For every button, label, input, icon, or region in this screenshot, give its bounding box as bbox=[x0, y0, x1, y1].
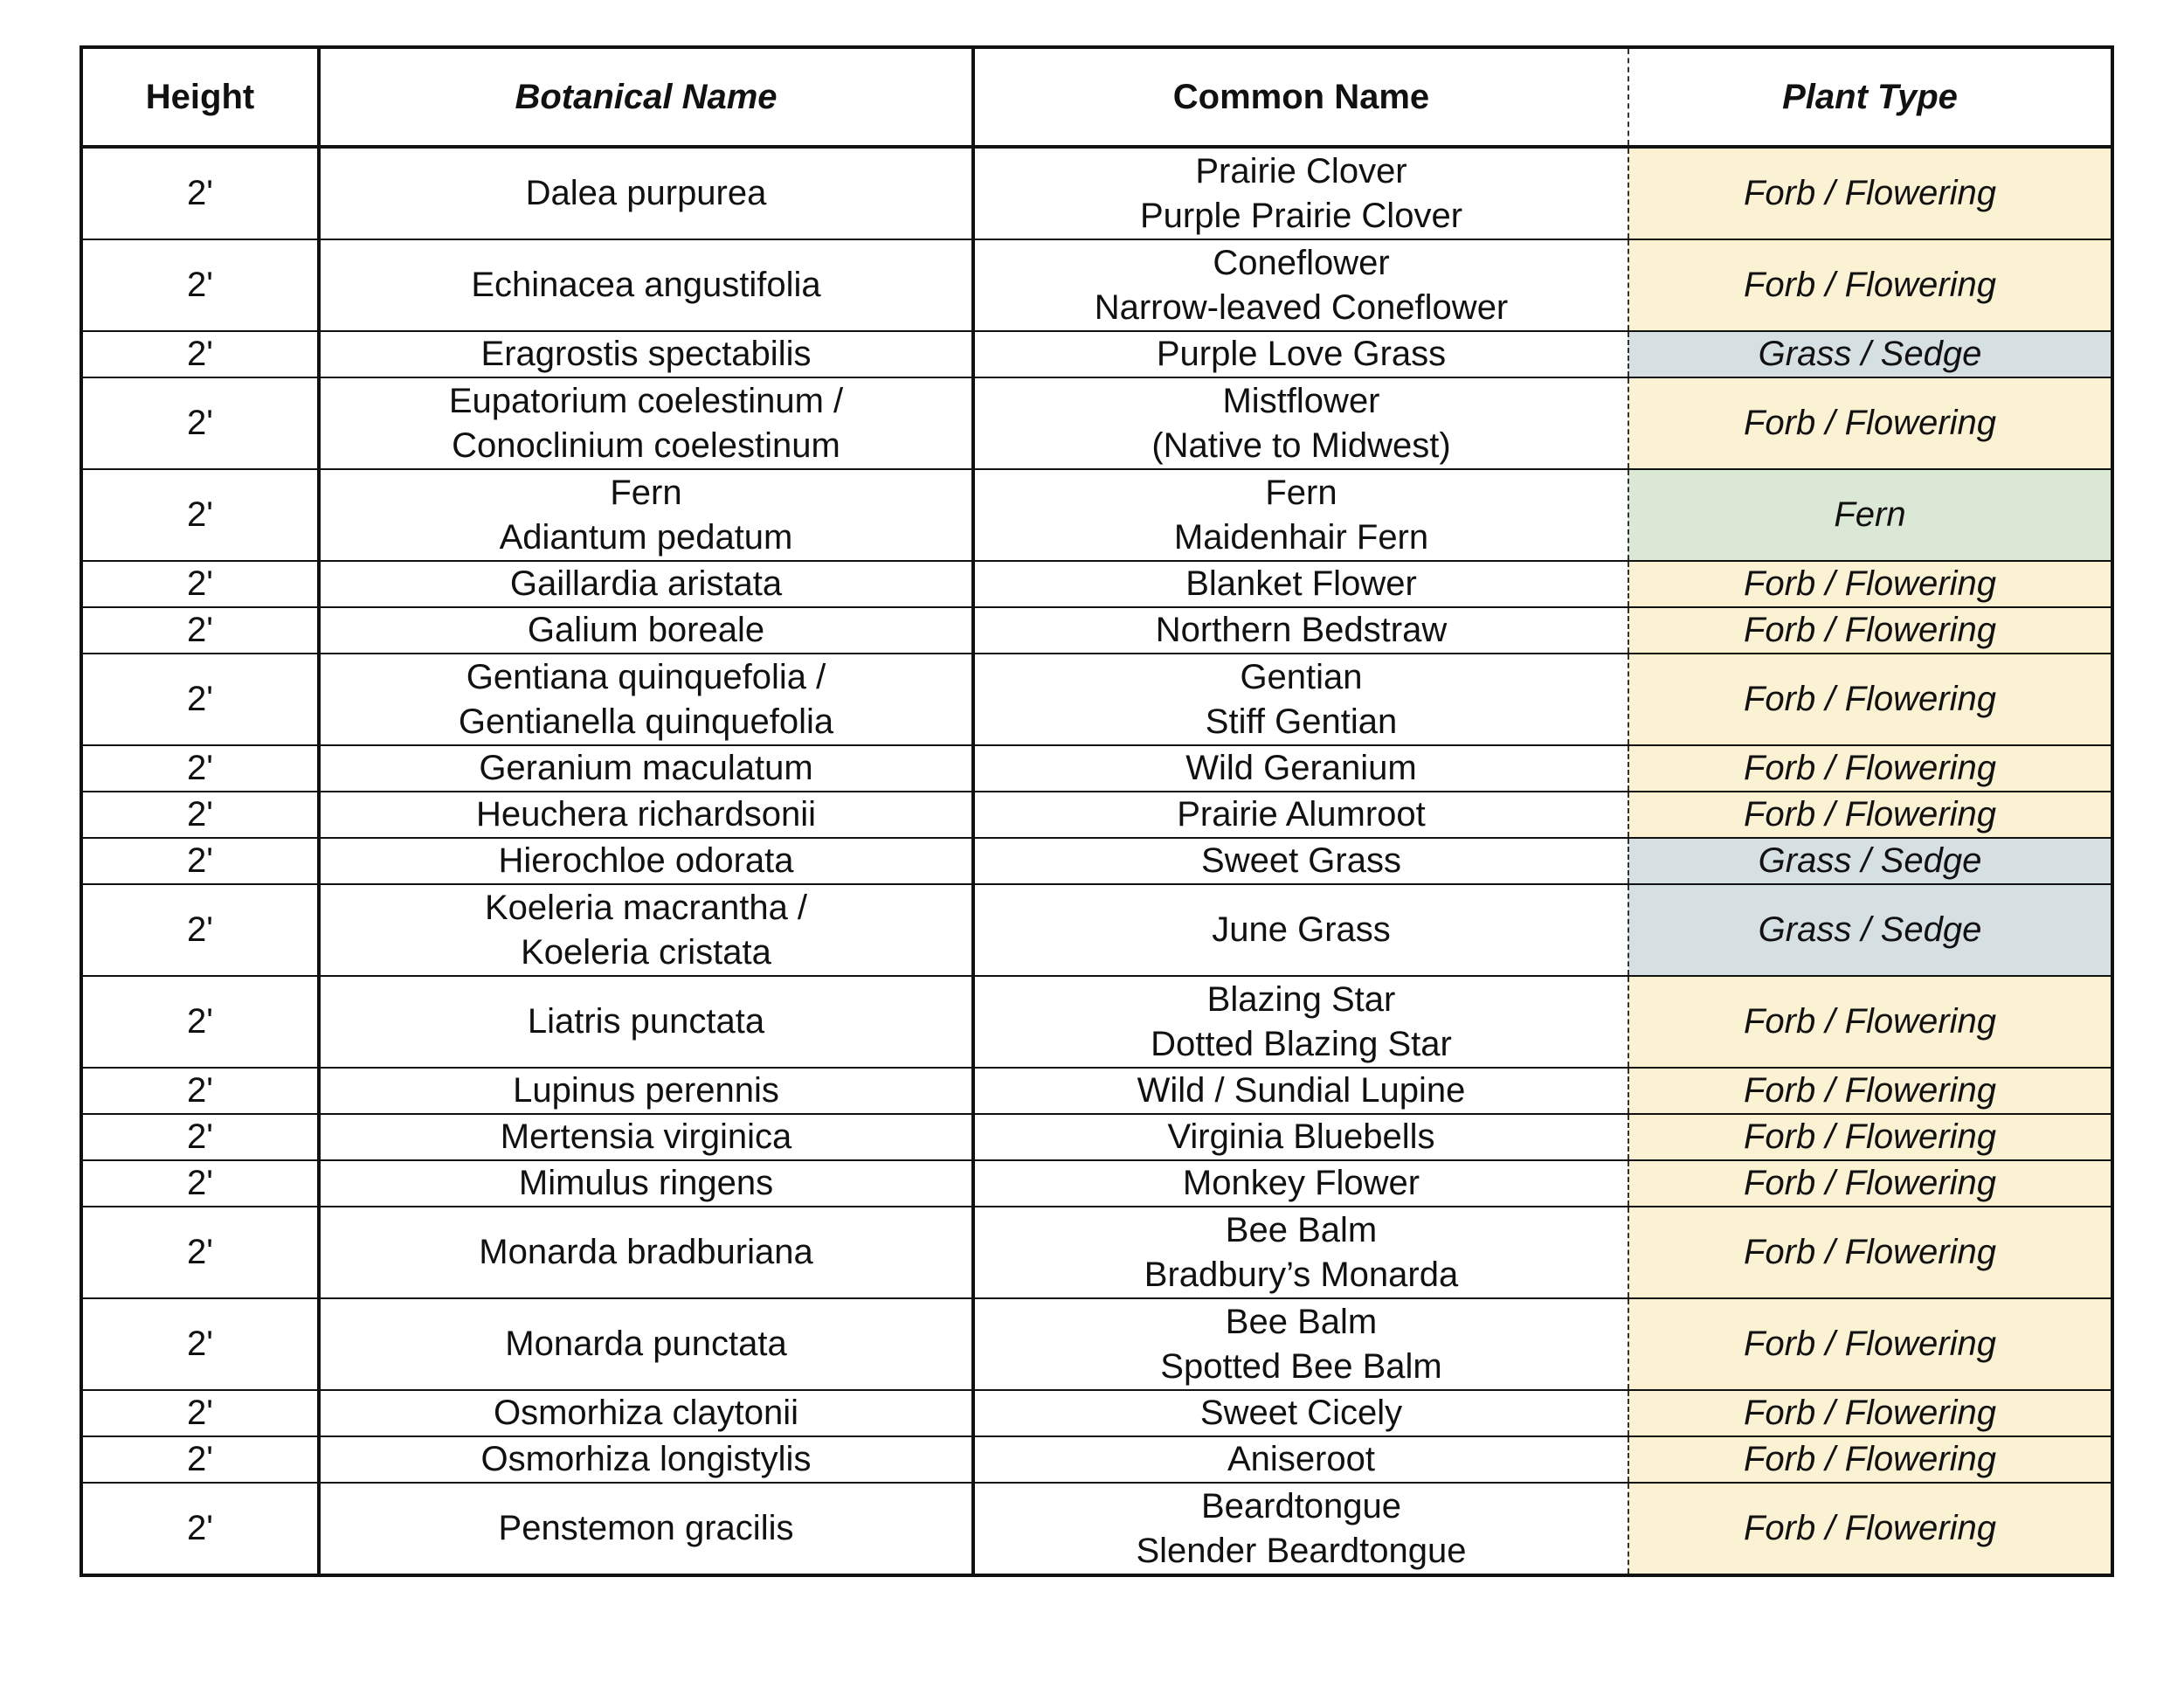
botanical-name-line: Penstemon gracilis bbox=[498, 1509, 794, 1547]
table-row bbox=[81, 838, 2112, 884]
height-cell: 2' bbox=[81, 377, 319, 469]
table-row bbox=[81, 745, 2112, 792]
common-name-line: Dotted Blazing Star bbox=[1151, 1024, 1452, 1063]
common-name-line: Stiff Gentian bbox=[1205, 702, 1398, 741]
common-name-line: Monkey Flower bbox=[1182, 1164, 1420, 1202]
plant-type-cell: Grass / Sedge bbox=[1628, 838, 2112, 884]
common-name-cell bbox=[973, 838, 1628, 884]
common-name-cell bbox=[973, 1436, 1628, 1483]
botanical-name-cell bbox=[319, 377, 973, 469]
common-name-cell bbox=[973, 976, 1628, 1068]
height-cell: 2' bbox=[81, 745, 319, 792]
botanical-name-line: Adiantum pedatum bbox=[499, 517, 793, 557]
table-row bbox=[81, 1483, 2112, 1575]
height-cell: 2' bbox=[81, 1160, 319, 1207]
plant-type-cell: Grass / Sedge bbox=[1628, 331, 2112, 377]
height-cell: 2' bbox=[81, 792, 319, 838]
common-name-cell bbox=[973, 1207, 1628, 1298]
botanical-name-line: Fern bbox=[610, 473, 682, 512]
common-name-line: Beardtongue bbox=[1200, 1486, 1402, 1525]
botanical-name-line: Eupatorium coelestinum / bbox=[448, 381, 844, 420]
plant-type-cell: Forb / Flowering bbox=[1628, 239, 2112, 331]
plant-type-cell: Forb / Flowering bbox=[1628, 377, 2112, 469]
botanical-name-line: Gentiana quinquefolia / bbox=[466, 657, 826, 696]
height-cell: 2' bbox=[81, 838, 319, 884]
height-cell: 2' bbox=[81, 1207, 319, 1298]
botanical-name-cell bbox=[319, 654, 973, 745]
common-name-line: Blanket Flower bbox=[1185, 564, 1417, 603]
common-name-cell bbox=[973, 654, 1628, 745]
common-name-line: (Native to Midwest) bbox=[1151, 425, 1451, 465]
botanical-name-line: Eragrostis spectabilis bbox=[480, 335, 812, 373]
table-row bbox=[81, 239, 2112, 331]
plant-type-cell: Forb / Flowering bbox=[1628, 1068, 2112, 1114]
common-name-line: Purple Prairie Clover bbox=[1139, 196, 1463, 235]
table-header bbox=[81, 47, 2112, 147]
plant-type-cell: Forb / Flowering bbox=[1628, 745, 2112, 792]
height-cell: 2' bbox=[81, 147, 319, 239]
botanical-name-line: Lupinus perennis bbox=[513, 1071, 779, 1110]
common-name-cell bbox=[973, 1068, 1628, 1114]
common-name-line: Mistflower bbox=[1222, 381, 1380, 420]
common-name-line: Sweet Grass bbox=[1201, 841, 1401, 880]
botanical-name-line: Osmorhiza claytonii bbox=[493, 1394, 798, 1432]
table-row bbox=[81, 1068, 2112, 1114]
plant-type-cell: Forb / Flowering bbox=[1628, 1483, 2112, 1575]
height-cell: 2' bbox=[81, 469, 319, 561]
botanical-name-cell bbox=[319, 147, 973, 239]
common-name-line: Purple Love Grass bbox=[1156, 335, 1447, 373]
common-name-line: Coneflower bbox=[1213, 243, 1390, 282]
botanical-name-cell bbox=[319, 838, 973, 884]
table-row bbox=[81, 331, 2112, 377]
common-name-cell bbox=[973, 1114, 1628, 1160]
botanical-name-cell bbox=[319, 1160, 973, 1207]
botanical-name-line: Gentianella quinquefolia bbox=[458, 702, 834, 741]
table-row bbox=[81, 976, 2112, 1068]
common-name-cell bbox=[973, 1160, 1628, 1207]
common-name-cell bbox=[973, 1483, 1628, 1575]
header-botanical-name: Botanical Name bbox=[319, 47, 973, 147]
plant-type-cell: Forb / Flowering bbox=[1628, 561, 2112, 607]
botanical-name-cell bbox=[319, 561, 973, 607]
table-row bbox=[81, 607, 2112, 654]
table-row bbox=[81, 792, 2112, 838]
common-name-line: Fern bbox=[1265, 473, 1337, 512]
common-name-line: Prairie Clover bbox=[1195, 151, 1407, 190]
botanical-name-cell bbox=[319, 1207, 973, 1298]
plant-type-cell: Forb / Flowering bbox=[1628, 607, 2112, 654]
botanical-name-cell bbox=[319, 792, 973, 838]
common-name-cell bbox=[973, 147, 1628, 239]
height-cell: 2' bbox=[81, 1068, 319, 1114]
botanical-name-line: Geranium maculatum bbox=[479, 749, 813, 787]
botanical-name-line: Hierochloe odorata bbox=[498, 841, 794, 880]
height-cell: 2' bbox=[81, 607, 319, 654]
common-name-cell bbox=[973, 1298, 1628, 1390]
botanical-name-cell bbox=[319, 1298, 973, 1390]
common-name-cell bbox=[973, 1390, 1628, 1436]
common-name-line: Sweet Cicely bbox=[1199, 1394, 1403, 1432]
height-cell: 2' bbox=[81, 976, 319, 1068]
botanical-name-line: Koeleria cristata bbox=[521, 932, 771, 972]
common-name-line: Spotted Bee Balm bbox=[1160, 1346, 1442, 1386]
header-height: Height bbox=[81, 47, 319, 147]
botanical-name-line: Heuchera richardsonii bbox=[475, 795, 817, 834]
botanical-name-line: Galium boreale bbox=[527, 611, 765, 649]
table-row bbox=[81, 1390, 2112, 1436]
table-row bbox=[81, 1160, 2112, 1207]
plant-type-cell: Grass / Sedge bbox=[1628, 884, 2112, 976]
botanical-name-cell bbox=[319, 469, 973, 561]
common-name-line: Gentian bbox=[1240, 657, 1363, 696]
plant-type-cell: Forb / Flowering bbox=[1628, 147, 2112, 239]
botanical-name-cell bbox=[319, 239, 973, 331]
plant-type-cell: Forb / Flowering bbox=[1628, 792, 2112, 838]
height-cell: 2' bbox=[81, 1298, 319, 1390]
botanical-name-cell bbox=[319, 1114, 973, 1160]
table-row bbox=[81, 654, 2112, 745]
common-name-line: Blazing Star bbox=[1206, 979, 1396, 1019]
common-name-line: Wild Geranium bbox=[1185, 749, 1417, 787]
table-row bbox=[81, 884, 2112, 976]
botanical-name-line: Gaillardia aristata bbox=[509, 564, 783, 603]
common-name-line: Bradbury’s Monarda bbox=[1144, 1255, 1459, 1294]
common-name-line: Narrow-leaved Coneflower bbox=[1094, 287, 1509, 327]
common-name-line: Maidenhair Fern bbox=[1173, 517, 1429, 557]
common-name-line: Bee Balm bbox=[1225, 1210, 1378, 1249]
common-name-cell bbox=[973, 239, 1628, 331]
height-cell: 2' bbox=[81, 239, 319, 331]
common-name-line: Wild / Sundial Lupine bbox=[1137, 1071, 1466, 1110]
plant-type-cell: Fern bbox=[1628, 469, 2112, 561]
plant-type-cell: Forb / Flowering bbox=[1628, 1114, 2112, 1160]
botanical-name-line: Monarda punctata bbox=[505, 1325, 787, 1363]
botanical-name-line: Osmorhiza longistylis bbox=[480, 1440, 812, 1478]
common-name-cell bbox=[973, 561, 1628, 607]
height-cell: 2' bbox=[81, 1436, 319, 1483]
plant-table bbox=[79, 45, 2114, 1577]
plant-type-cell: Forb / Flowering bbox=[1628, 1390, 2112, 1436]
common-name-cell bbox=[973, 792, 1628, 838]
botanical-name-line: Liatris punctata bbox=[527, 1002, 765, 1041]
botanical-name-line: Koeleria macrantha / bbox=[484, 888, 808, 927]
botanical-name-cell bbox=[319, 607, 973, 654]
common-name-cell bbox=[973, 377, 1628, 469]
common-name-cell bbox=[973, 331, 1628, 377]
plant-type-cell: Forb / Flowering bbox=[1628, 1160, 2112, 1207]
botanical-name-line: Dalea purpurea bbox=[525, 174, 767, 212]
common-name-line: Aniseroot bbox=[1227, 1440, 1375, 1478]
height-cell: 2' bbox=[81, 1390, 319, 1436]
botanical-name-cell bbox=[319, 1483, 973, 1575]
height-cell: 2' bbox=[81, 1114, 319, 1160]
botanical-name-line: Monarda bradburiana bbox=[479, 1233, 813, 1271]
botanical-name-cell bbox=[319, 331, 973, 377]
table-row bbox=[81, 147, 2112, 239]
table-body bbox=[81, 147, 2112, 1575]
header-common-name: Common Name bbox=[973, 47, 1628, 147]
height-cell: 2' bbox=[81, 1483, 319, 1575]
botanical-name-line: Mertensia virginica bbox=[500, 1117, 792, 1156]
common-name-cell bbox=[973, 607, 1628, 654]
botanical-name-line: Echinacea angustifolia bbox=[471, 266, 821, 304]
common-name-cell bbox=[973, 884, 1628, 976]
plant-type-cell: Forb / Flowering bbox=[1628, 976, 2112, 1068]
header-plant-type: Plant Type bbox=[1628, 47, 2112, 147]
botanical-name-cell bbox=[319, 1390, 973, 1436]
botanical-name-cell bbox=[319, 1068, 973, 1114]
botanical-name-cell bbox=[319, 1436, 973, 1483]
common-name-line: June Grass bbox=[1212, 910, 1391, 949]
table-row bbox=[81, 561, 2112, 607]
plant-type-cell: Forb / Flowering bbox=[1628, 1298, 2112, 1390]
height-cell: 2' bbox=[81, 331, 319, 377]
botanical-name-cell bbox=[319, 976, 973, 1068]
plant-type-cell: Forb / Flowering bbox=[1628, 1436, 2112, 1483]
height-cell: 2' bbox=[81, 654, 319, 745]
common-name-cell bbox=[973, 745, 1628, 792]
botanical-name-cell bbox=[319, 745, 973, 792]
common-name-line: Northern Bedstraw bbox=[1155, 611, 1448, 649]
table-row bbox=[81, 1114, 2112, 1160]
table-row bbox=[81, 377, 2112, 469]
common-name-line: Prairie Alumroot bbox=[1177, 795, 1426, 834]
header-row bbox=[81, 47, 2112, 147]
botanical-name-line: Mimulus ringens bbox=[518, 1164, 774, 1202]
botanical-name-cell bbox=[319, 884, 973, 976]
height-cell: 2' bbox=[81, 561, 319, 607]
table-row bbox=[81, 1207, 2112, 1298]
common-name-line: Bee Balm bbox=[1225, 1302, 1378, 1341]
common-name-cell bbox=[973, 469, 1628, 561]
table-row bbox=[81, 1436, 2112, 1483]
plant-type-cell: Forb / Flowering bbox=[1628, 1207, 2112, 1298]
common-name-line: Slender Beardtongue bbox=[1136, 1531, 1467, 1570]
common-name-line: Virginia Bluebells bbox=[1167, 1117, 1435, 1156]
table-row bbox=[81, 1298, 2112, 1390]
plant-type-cell: Forb / Flowering bbox=[1628, 654, 2112, 745]
table-row bbox=[81, 469, 2112, 561]
height-cell: 2' bbox=[81, 884, 319, 976]
botanical-name-line: Conoclinium coelestinum bbox=[452, 425, 840, 465]
